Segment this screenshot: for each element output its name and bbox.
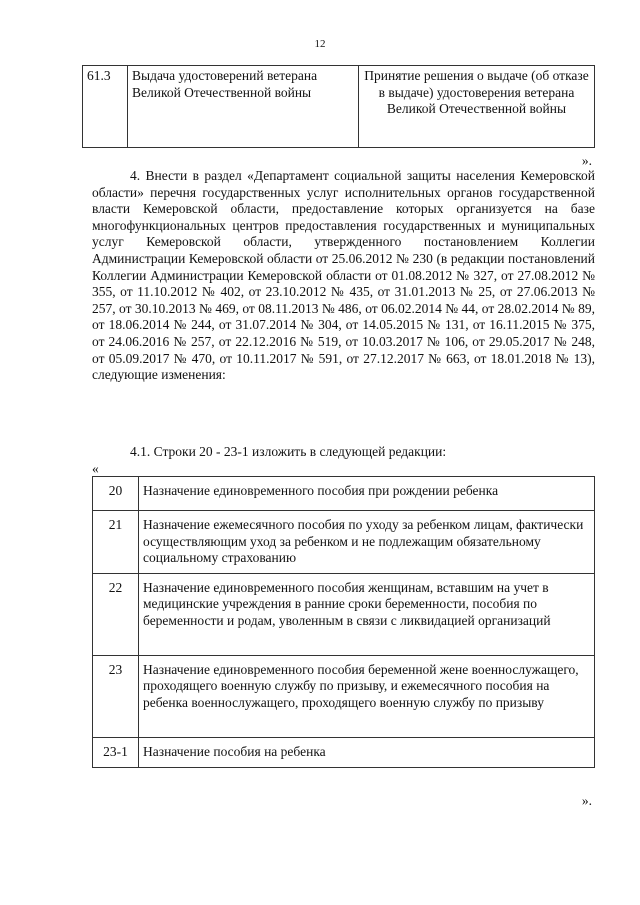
row-text: Назначение ежемесячного пособия по уходу за ребенком лицам, фактически осуществляющим уход за ребенком и не подлежащим обязательному социальному страхованию xyxy=(139,511,595,574)
row-text: Назначение единовременного пособия женщинам, вставшим на учет в медицинские учреждения в ранние сроки беременности, пособия по беременности и родам, уволенным в связи с ликвидацией организаций xyxy=(139,573,595,655)
table-row xyxy=(93,477,595,511)
row-number: 61.3 xyxy=(83,66,128,148)
row-number: 23-1 xyxy=(93,737,139,767)
table-row xyxy=(93,737,595,767)
row-text: Назначение единовременного пособия при рождении ребенка xyxy=(139,477,595,511)
table-row xyxy=(93,573,595,655)
row-number: 22 xyxy=(93,573,139,655)
page-number: 12 xyxy=(314,38,326,50)
row-text: Назначение пособия на ребенка xyxy=(139,737,595,767)
services-table-fragment xyxy=(82,65,595,148)
paragraph-4-1: 4.1. Строки 20 - 23-1 изложить в следующей редакции: xyxy=(130,444,447,459)
row-number: 20 xyxy=(93,477,139,511)
table-row xyxy=(83,66,595,148)
row-text: Назначение единовременного пособия беременной жене военнослужащего, проходящего военную службу по призыву, и ежемесячного пособия на ребенка военнослужащего, проходящего военную службу по призыву xyxy=(139,655,595,737)
closing-quote-mark: ». xyxy=(581,793,592,808)
replacement-rows-table xyxy=(92,476,595,768)
service-action: Принятие решения о выдаче (об отказе в выдаче) удостоверения ветерана Великой Отечественной войны xyxy=(359,66,595,148)
opening-quote-mark: « xyxy=(92,461,99,476)
row-number: 21 xyxy=(93,511,139,574)
table-row xyxy=(93,655,595,737)
row-number: 23 xyxy=(93,655,139,737)
table-row xyxy=(93,511,595,574)
service-name: Выдача удостоверений ветерана Великой Отечественной войны xyxy=(128,66,359,148)
closing-quote-mark: ». xyxy=(581,153,592,168)
paragraph-4: 4. Внести в раздел «Департамент социальной защиты населения Кемеровской области» перечня государственных услуг исполнительных органов государственной власти Кемеровской области, предоставление которых организуется на базе многофункциональных центров предоставления государственных и муниципальных услуг Кемеровской области, утвержденного постановлением Коллегии Администрации Кемеровской области от 25.06.2012 № 230 (в редакции постановлений Коллегии Администрации Кемеровской области от 01.08.2012 № 327, от 27.08.2012 № 355, от 11.10.2012 № 402, от 23.10.2012 № 435, от 31.01.2013 № 25, от 27.06.2013 № 257, от 30.10.2013 № 469, от 08.11.2013 № 486, от 06.02.2014 № 44, от 28.02.2014 № 89, от 18.06.2014 № 244, от 31.07.2014 № 304, от 14.05.2015 № 131, от 16.11.2015 № 375, от 24.06.2016 № 257, от 22.12.2016 № 519, от 10.03.2017 № 106, от 29.05.2017 № 248, от 05.09.2017 № 470, от 10.11.2017 № 591, от 27.12.2017 № 663, от 18.01.2018 № 13), следующие изменения: xyxy=(92,168,595,383)
